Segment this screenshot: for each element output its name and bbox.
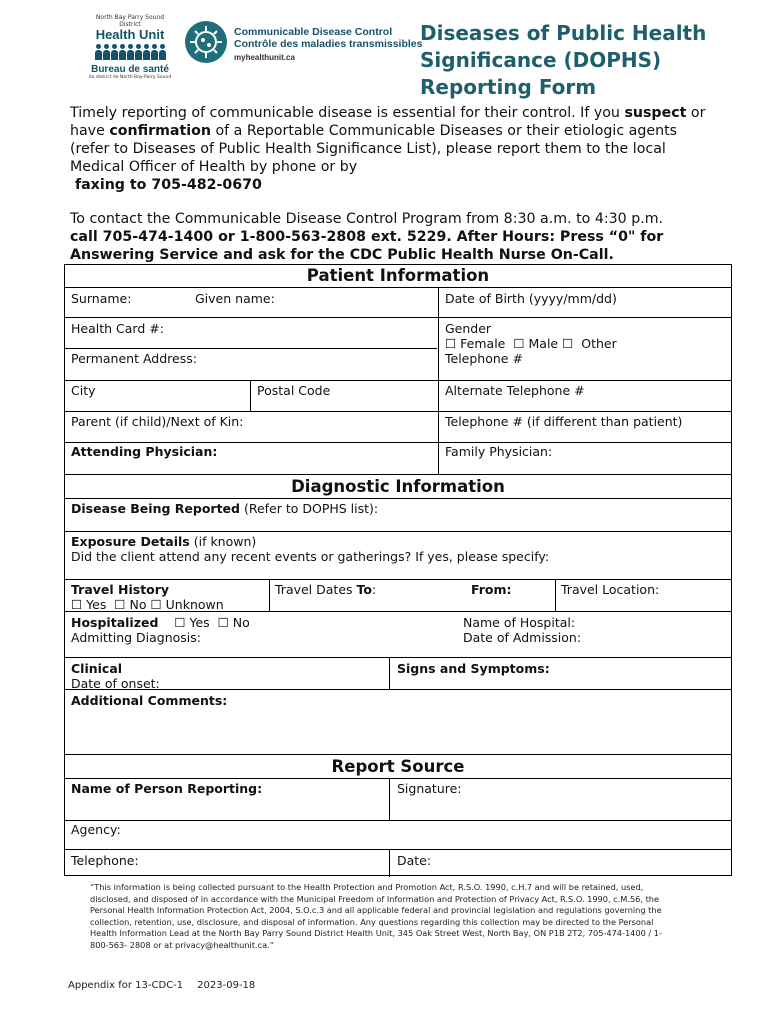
surname-field[interactable]: Surname: [71,291,132,306]
cdc-french-name: Contrôle des maladies transmissibles [234,38,423,50]
hospital-name-field[interactable]: Name of Hospital: [463,615,576,630]
clinical-label: Clinical [71,661,123,676]
intro-text-c: of a Reportable Communicable Diseases or their etiologic agents (refer to Diseases of Public Health Significance List), please report them to the local Medical Officer of Health by phone or by [70,123,678,175]
cdc-url: myhealthunit.ca [234,53,295,62]
diagnostic-info-heading: Diagnostic Information [291,477,505,496]
travel-dates-label: Travel Dates [275,582,357,597]
cdc-english-name: Communicable Disease Control [234,26,393,38]
logo-bottom-text: du district de North Bay-Parry Sound [88,75,172,80]
travel-from-field[interactable]: From: [471,582,512,597]
report-source-heading: Report Source [331,757,465,776]
disease-note: (Refer to DOPHS list): [239,501,379,516]
report-date-field[interactable]: Date: [397,853,432,868]
contact-paragraph [70,210,730,264]
intro-text-a: Timely reporting of communicable disease is essential for their control. If you [70,105,625,121]
address-field[interactable]: Permanent Address: [71,351,197,366]
next-of-kin-field[interactable]: Parent (if child)/Next of Kin: [71,414,244,429]
city-field[interactable]: City [71,383,96,398]
family-physician-field[interactable]: Family Physician: [445,444,553,459]
telephone-diff-field[interactable]: Telephone # (if different than patient) [445,414,683,429]
logo-top-text: North Bay Parry Sound District [95,14,165,28]
exposure-field[interactable] [71,534,256,549]
attending-physician-field[interactable]: Attending Physician: [71,444,218,459]
additional-comments-field[interactable]: Additional Comments: [71,693,228,708]
travel-dates-field[interactable]: Travel Dates To: [275,582,377,597]
appendix-code: Appendix for 13-CDC-1 [68,980,184,991]
fax-number: faxing to 705-482-0670 [70,177,262,193]
privacy-notice: “This information is being collected pursuant to the Health Protection and Promotion Act, R.S.O. 1990, c.H.7 and will be retained, used, disclosed, and disposed of in accordance with the Municipal Freedom of Information and Protection of Privacy Act, R.S.O. 1990, c.M.56, the Personal Health Information Protection Act, 2004, S.O.c.3 and all applicable federal and provincial legislation and regulations governing the collection, retention, use, disclosure, and disposal of information. Any questions regarding this collection may be directed to the Personal Health Information Lead at the North Bay Parry Sound District Health Unit, 345 Oak Street West, North Bay, ON P1B 2T2, 705-474-1400 / 1-800-563- 2808 or at privacy@healthunit.ca.” [90,882,662,950]
hospitalized-label: Hospitalized [71,615,159,630]
logo-main-text: Health Unit [95,27,165,42]
contact-hours: To contact the Communicable Disease Control Program from 8:30 a.m. to 4:30 p.m. [70,211,664,227]
exposure-label: Exposure Details [71,534,190,549]
reporting-form [64,264,732,876]
contact-phone: call 705-474-1400 or 1-800-563-2808 ext. 5229. After Hours: Press “0" for Answering Service and ask for the CDC Public Health Nurse On-Call. [70,229,664,263]
disease-label: Disease Being Reported [71,501,240,516]
travel-checkboxes[interactable]: ☐ Yes ☐ No ☐ Unknown [71,597,224,612]
virus-icon [184,20,228,64]
dob-field[interactable]: Date of Birth (yyyy/mm/dd) [445,291,617,306]
reporter-telephone-field[interactable]: Telephone: [71,853,139,868]
admitting-diagnosis-field[interactable]: Admitting Diagnosis: [71,630,201,645]
agency-field[interactable]: Agency: [71,822,121,837]
intro-confirmation: confirmation [109,123,211,139]
signs-symptoms-field[interactable]: Signs and Symptoms: [397,661,550,676]
logo-bureau-text: Bureau de santé [91,64,169,75]
admission-date-field[interactable]: Date of Admission: [463,630,582,645]
people-icon [88,44,172,62]
gender-label: Gender [445,321,492,336]
intro-suspect: suspect [624,105,687,121]
intro-paragraph [70,104,710,194]
alt-telephone-field[interactable]: Alternate Telephone # [445,383,585,398]
travel-location-field[interactable]: Travel Location: [561,582,660,597]
appendix-footer [68,980,269,991]
signature-field[interactable]: Signature: [397,781,462,796]
appendix-date: 2023-09-18 [197,980,256,991]
health-card-field[interactable]: Health Card #: [71,321,164,336]
reporter-name-field[interactable]: Name of Person Reporting: [71,781,263,796]
gender-checkboxes[interactable]: ☐ Female ☐ Male ☐ Other [445,336,617,351]
given-name-field[interactable]: Given name: [195,291,275,306]
patient-info-heading: Patient Information [306,266,490,285]
onset-date-field[interactable]: Date of onset: [71,676,160,691]
postal-code-field[interactable]: Postal Code [257,383,331,398]
disease-field[interactable] [71,501,378,516]
cdc-program-text [234,26,423,66]
exposure-note: (if known) [189,534,257,549]
hospitalized-field[interactable] [71,615,250,630]
travel-history-label: Travel History [71,582,170,597]
form-title: Diseases of Public Health Significance (DOPHS) Reporting Form [420,21,707,99]
hospitalized-checkboxes[interactable]: ☐ Yes ☐ No [174,615,250,630]
travel-to-label: To [356,582,372,597]
intro-text-b: or have [70,105,706,139]
telephone-field[interactable]: Telephone # [445,351,523,366]
health-unit-logo [88,14,172,86]
exposure-question: Did the client attend any recent events or gatherings? If yes, please specify: [71,549,550,564]
